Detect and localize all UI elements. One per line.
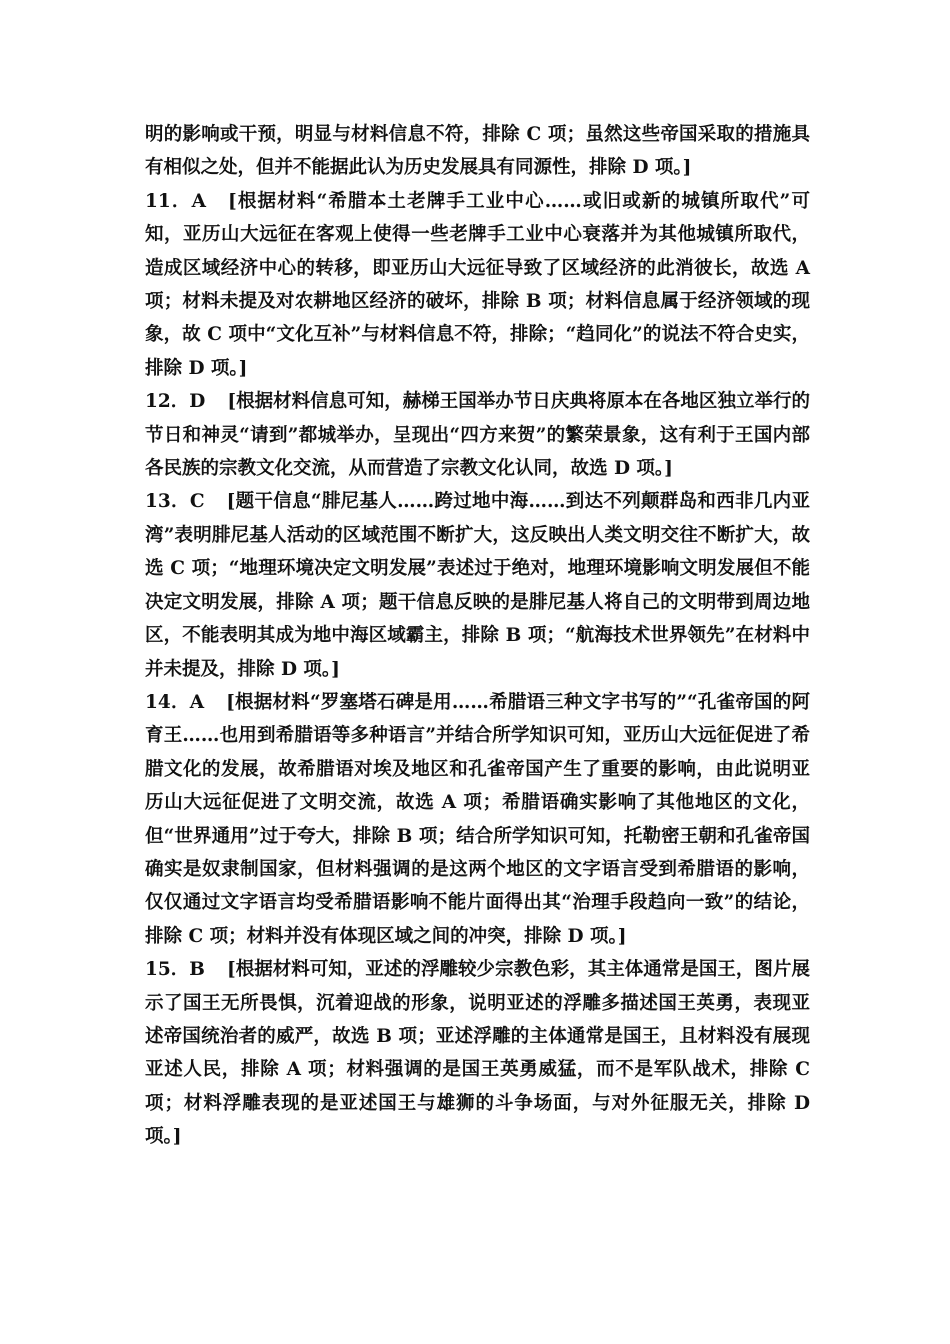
answer-explanation: [根据材料“希腊本土老牌手工业中心……或旧或新的城镇所取代”可知，亚历山大远征在客观上使得一些老牌手工业中心衰落并为其他城镇所取代，造成区域经济中心的转移，即亚历山大远征导致了区域经济的此消彼长，故选 A 项；材料未提及对农耕地区经济的破坏，排除 B 项；材料信息属于经济领域的现象，故 C 项中“文化互补”与材料信息不符，排除；“趋同化”的说法不符合史实，排除 D 项。] (145, 190, 810, 379)
answer-number: 11．A (145, 190, 206, 212)
answer-number: 15．B (145, 959, 205, 981)
answer-explanation: [根据材料可知，亚述的浮雕较少宗教色彩，其主体通常是国王，图片展示了国王无所畏惧，沉着迎战的形象，说明亚述的浮雕多描述国王英勇，表现亚述帝国统治者的威严，故选 B 项；亚述浮雕的主体通常是国王，且材料没有展现亚述人民，排除 A 项；材料强调的是国王英勇威猛，而不是军队战术，排除 C 项；材料浮雕表现的是亚述国王与雄狮的斗争场面，与对外征服无关，排除 D 项。] (145, 959, 810, 1148)
answer-explanation: [根据材料“罗塞塔石碑是用……希腊语三种文字书写的”“孔雀帝国的阿育王……也用到希腊语等多种语言”并结合所学知识可知，亚历山大远征促进了希腊文化的发展，故希腊语对埃及地区和孔雀帝国产生了重要的影响，由此说明亚历山大远征促进了文明交流，故选 A 项；希腊语确实影响了其他地区的文化，但“世界通用”过于夸大，排除 B 项；结合所学知识可知，托勒密王朝和孔雀帝国确实是奴隶制国家，但材料强调的是这两个地区的文字语言受到希腊语的影响，仅仅通过文字语言均受希腊语影响不能片面得出其“治理手段趋向一致”的结论，排除 C 项；材料并没有体现区域之间的冲突，排除 D 项。] (145, 691, 810, 947)
answer-number: 14．A (145, 691, 205, 713)
answer-explanations (145, 118, 810, 1154)
answer-item-12 (145, 385, 810, 485)
answer-item-14 (145, 686, 810, 953)
answer-explanation: [根据材料信息可知，赫梯王国举办节日庆典将原本在各地区独立举行的节日和神灵“请到”都城举办，呈现出“四方来贺”的繁荣景象，这有利于王国内部各民族的宗教文化交流，从而营造了宗教文化认同，故选 D 项。] (145, 391, 810, 480)
answer-explanation: [题干信息“腓尼基人……跨过地中海……到达不列颠群岛和西非几内亚湾”表明腓尼基人活动的区域范围不断扩大，这反映出人类文明交往不断扩大，故选 C 项；“地理环境决定文明发展”表述过于绝对，地理环境影响文明发展但不能决定文明发展，排除 A 项；题干信息反映的是腓尼基人将自己的文明带到周边地区，不能表明其成为地中海区域霸主，排除 B 项；“航海技术世界领先”在材料中并未提及，排除 D 项。] (145, 491, 810, 680)
answer-item-13 (145, 485, 810, 685)
answer-item-15 (145, 953, 810, 1153)
intro-paragraph: 明的影响或干预，明显与材料信息不符，排除 C 项；虽然这些帝国采取的措施具有相似之处，但并不能据此认为历史发展具有同源性，排除 D 项。] (145, 124, 810, 179)
answer-number: 13．C (145, 491, 205, 513)
answer-number: 12．D (145, 391, 206, 413)
answer-item-11 (145, 185, 810, 385)
